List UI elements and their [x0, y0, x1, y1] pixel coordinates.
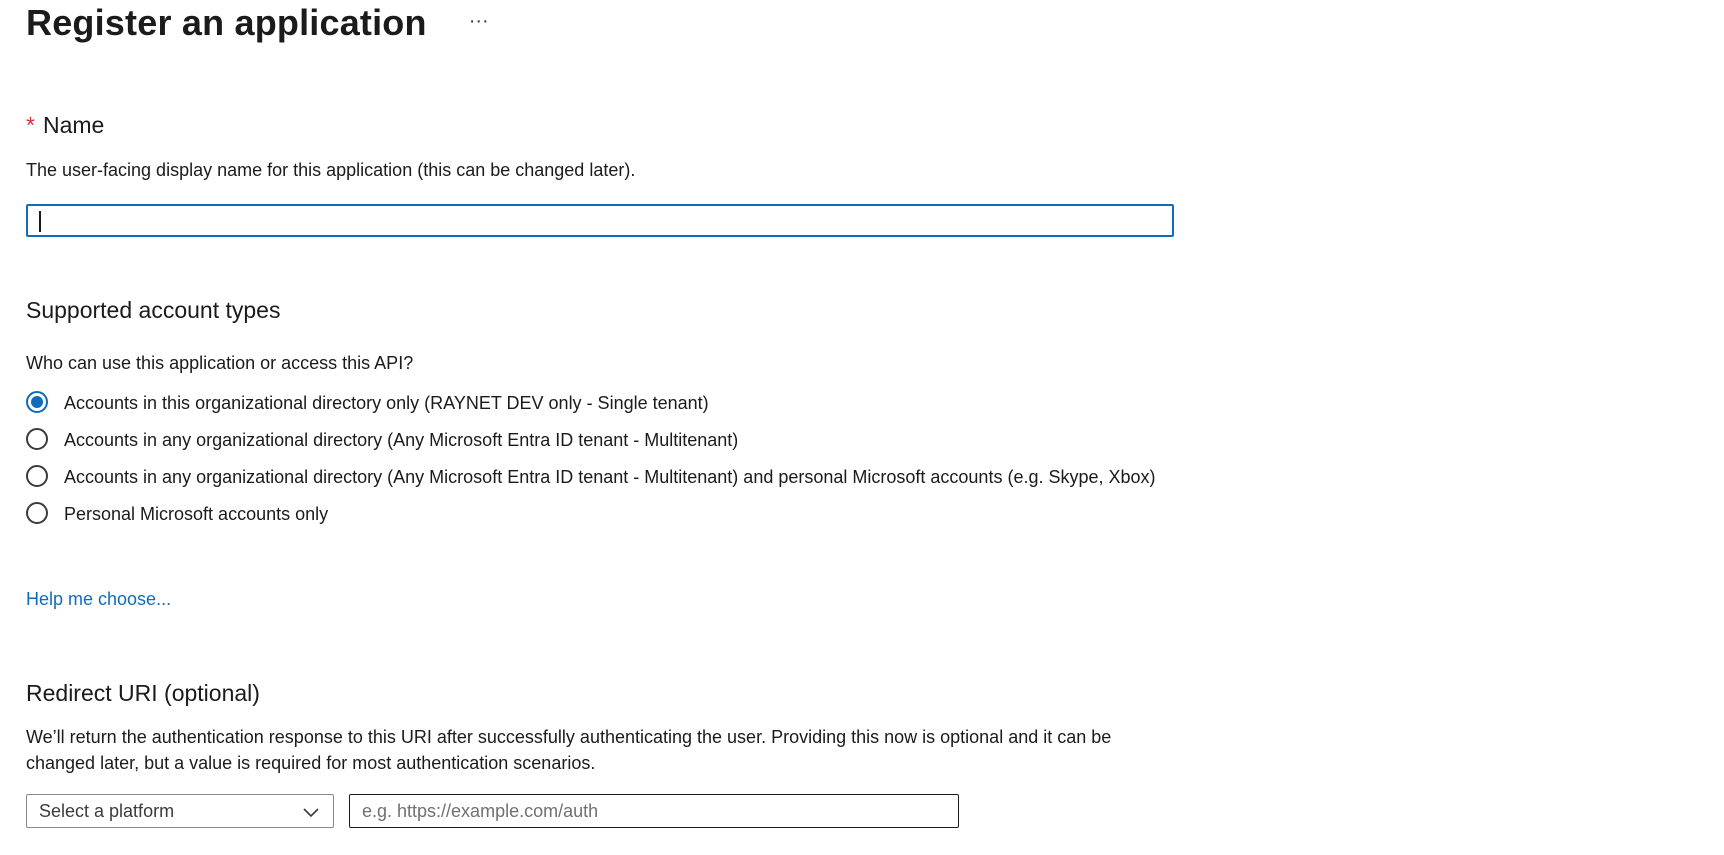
account-types-heading: Supported account types	[26, 297, 281, 323]
radio-label: Accounts in any organizational directory (Any Microsoft Entra ID tenant - Multitenant) and personal Microsoft accounts (e.g. Skype, Xbox)	[64, 467, 1156, 487]
radio-option-personal-only[interactable]	[26, 501, 1186, 527]
more-options-button[interactable]: ···	[468, 10, 489, 32]
redirect-uri-heading: Redirect URI (optional)	[26, 680, 260, 706]
text-caret	[39, 211, 41, 232]
redirect-uri-input[interactable]	[349, 794, 959, 828]
help-me-choose-link[interactable]: Help me choose...	[26, 589, 172, 609]
radio-button[interactable]	[26, 502, 48, 524]
platform-select[interactable]	[26, 794, 334, 828]
name-section	[26, 112, 1176, 139]
radio-option-multitenant-personal[interactable]	[26, 464, 1186, 490]
account-types-radio-group	[26, 390, 1186, 527]
chevron-down-icon	[301, 802, 321, 822]
account-types-question: Who can use this application or access this API?	[26, 353, 414, 373]
radio-label: Personal Microsoft accounts only	[64, 504, 329, 524]
radio-option-single-tenant[interactable]	[26, 390, 1186, 416]
redirect-uri-description: We’ll return the authentication response to this URI after successfully authenticating the user. Providing this now is optional and it can be changed later, but a value is required for most authentication scenarios.	[26, 727, 1112, 773]
title-row	[26, 2, 495, 44]
radio-button[interactable]	[26, 428, 48, 450]
required-marker: *	[26, 112, 35, 138]
platform-select-value: Select a platform	[39, 800, 175, 821]
radio-button-selected[interactable]	[26, 391, 48, 413]
name-input[interactable]	[26, 204, 1174, 237]
page-title: Register an application	[26, 2, 427, 43]
radio-button[interactable]	[26, 465, 48, 487]
radio-option-multitenant[interactable]	[26, 427, 1186, 453]
name-label-text: Name	[42, 112, 105, 138]
name-label	[26, 112, 1176, 139]
name-description: The user-facing display name for this application (this can be changed later).	[26, 160, 636, 180]
radio-label: Accounts in any organizational directory (Any Microsoft Entra ID tenant - Multitenant)	[64, 430, 739, 450]
radio-label: Accounts in this organizational directory only (RAYNET DEV only - Single tenant)	[64, 393, 709, 413]
